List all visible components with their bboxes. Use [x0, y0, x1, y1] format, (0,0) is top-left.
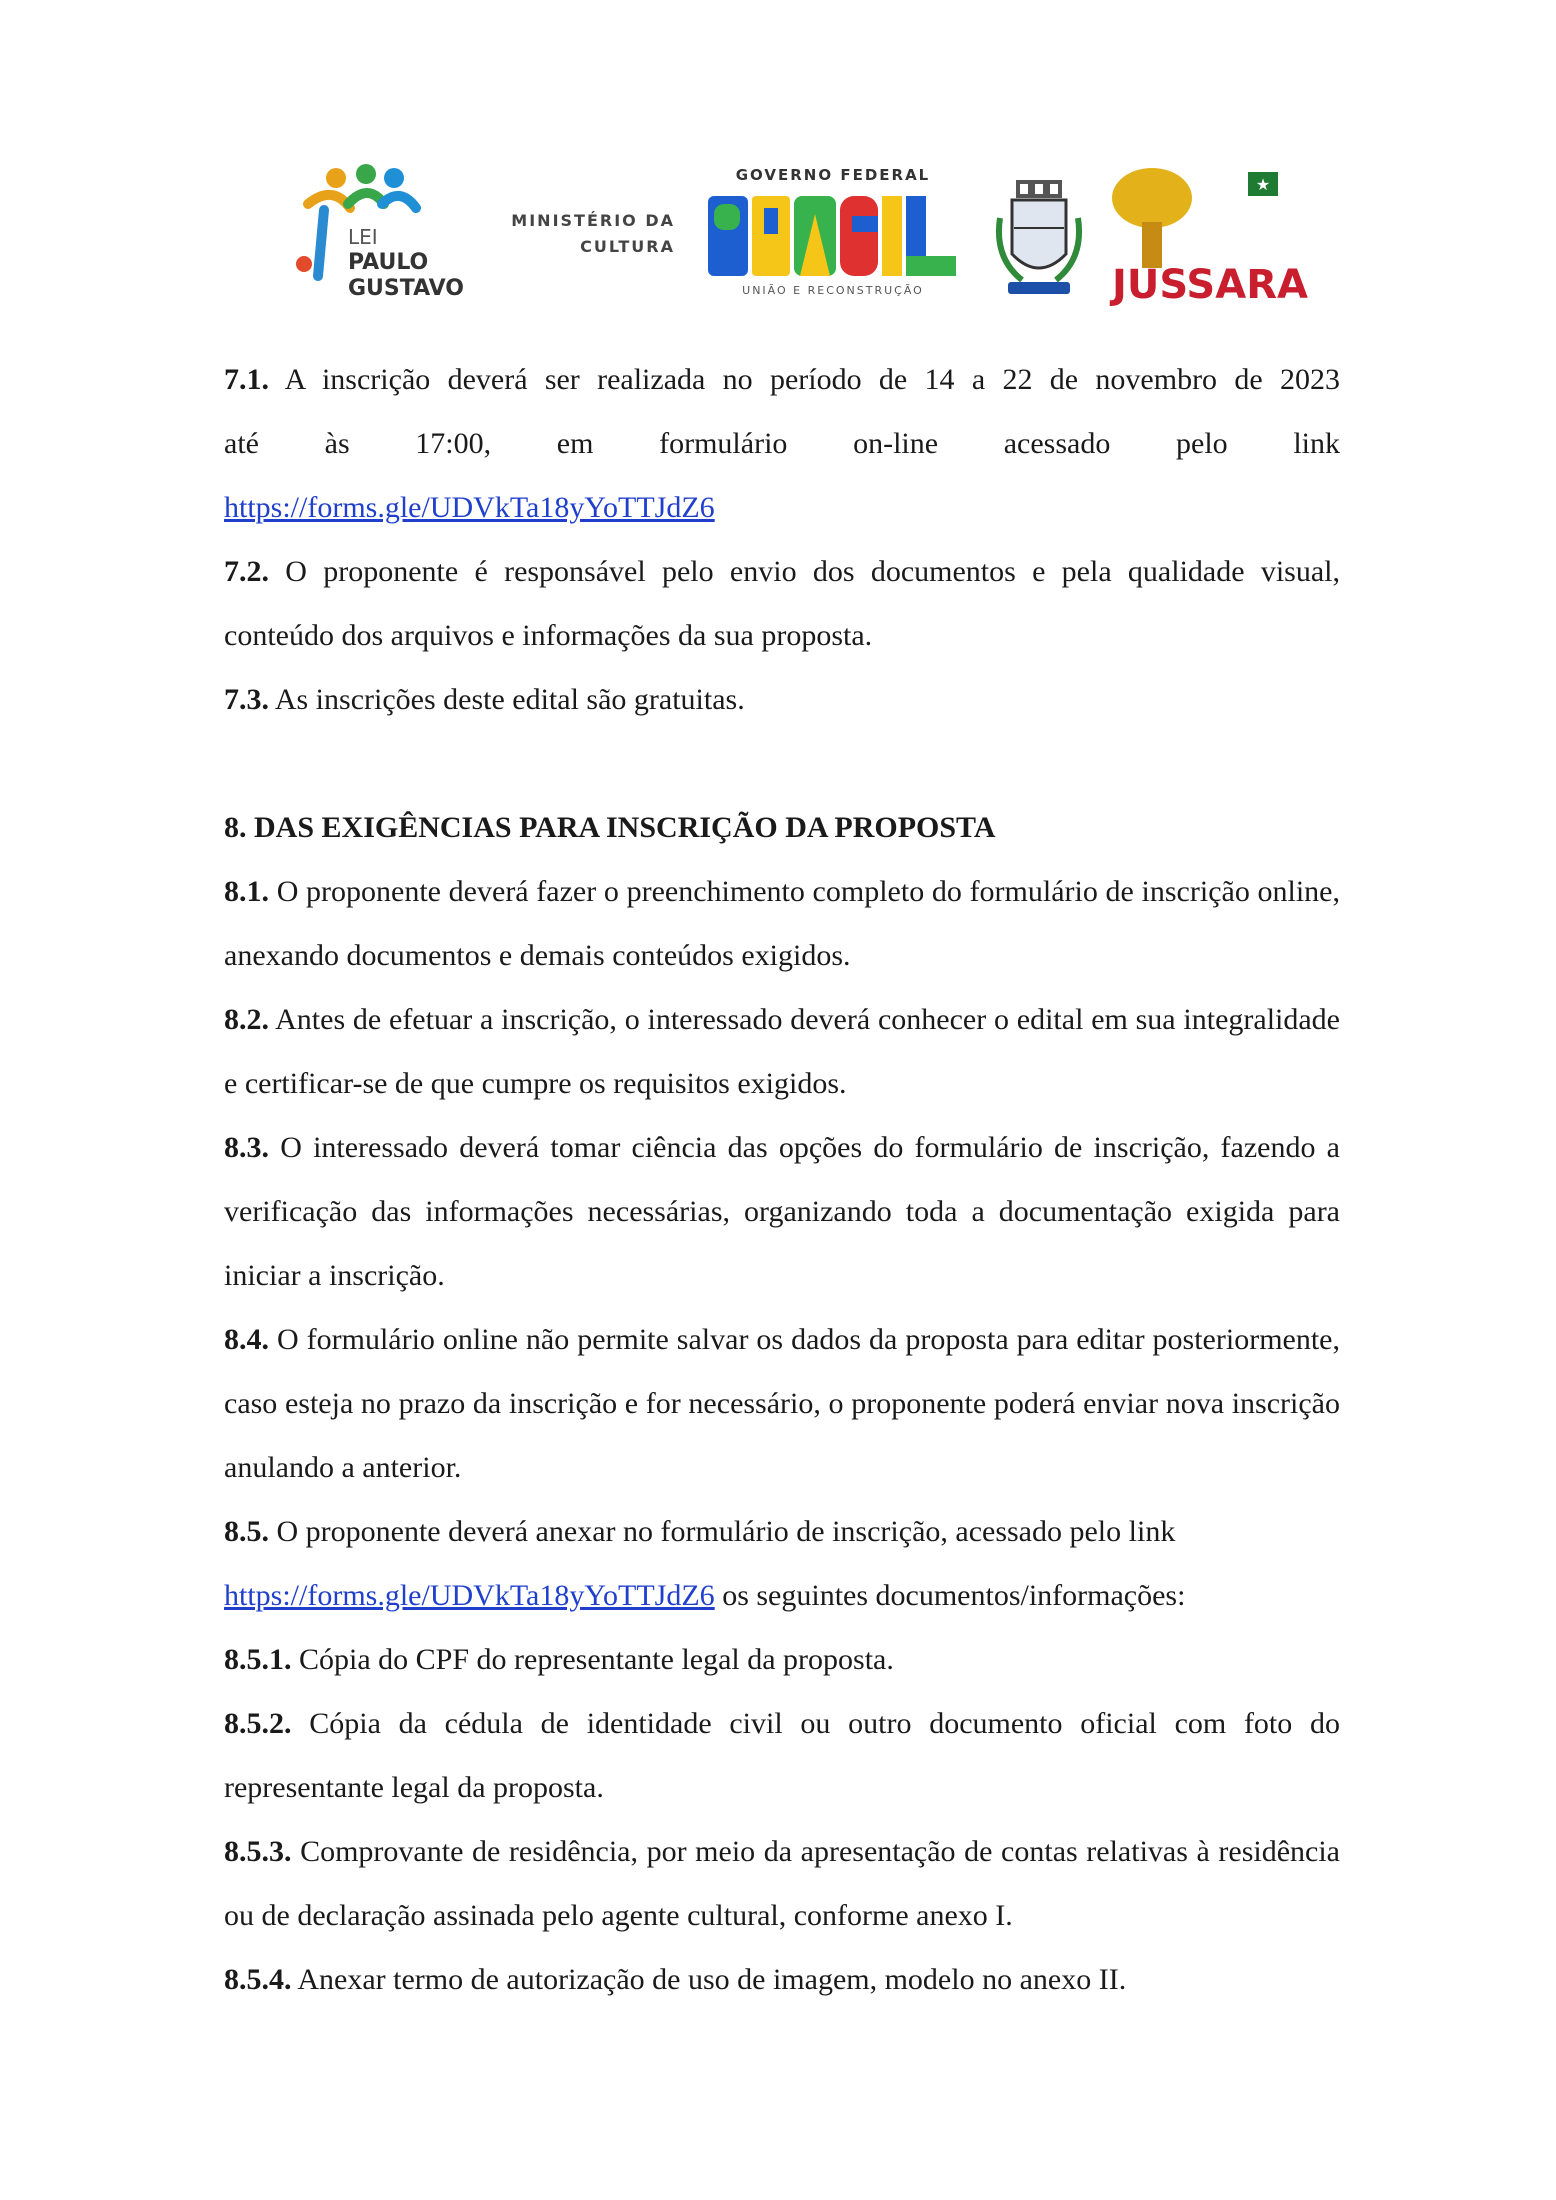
item-text: os seguintes documentos/informações: [714, 1579, 1186, 1612]
item-7-3 [224, 668, 1340, 732]
item-7-1-line2 [224, 412, 1340, 476]
form-link[interactable]: https://forms.gle/UDVkTa18yYoTTJdZ6 [224, 1579, 715, 1612]
item-text: O proponente é responsável pelo envio dos documentos e pela qualidade visual, conteúdo dos arquivos e informações da sua proposta. [224, 555, 1340, 652]
item-number: 8.4. [224, 1323, 269, 1356]
minc-line2: CULTURA [580, 237, 675, 256]
prefeitura-jussara-logo [1098, 162, 1310, 310]
item-8-3 [224, 1116, 1340, 1308]
page-header [280, 160, 1340, 310]
document-body [224, 348, 1340, 2012]
item-text: A inscrição deverá ser realizada no período de 14 a 22 de novembro de 2023 [269, 363, 1340, 396]
item-8-5-3 [224, 1820, 1340, 1948]
lei-paulo-gustavo-logo [288, 164, 478, 304]
item-text: As inscrições deste edital são gratuitas. [269, 683, 745, 716]
item-8-5-4 [224, 1948, 1340, 2012]
lpg-paulo: PAULO [348, 250, 429, 275]
form-link[interactable]: https://forms.gle/UDVkTa18yYoTTJdZ6 [224, 491, 715, 524]
item-number: 8.5.1. [224, 1643, 292, 1676]
item-number: 8.2. [224, 1003, 269, 1036]
minc-line1: MINISTÉRIO DA [511, 211, 675, 230]
item-7-1-link-line [224, 476, 1340, 540]
item-number: 7.1. [224, 363, 269, 396]
jussara-wordmark: JUSSARA [1112, 262, 1308, 308]
item-text: Anexar termo de autorização de uso de imagem, modelo no anexo II. [291, 1963, 1127, 1996]
lpg-lei: LEI [348, 225, 378, 249]
item-8-5 [224, 1500, 1340, 1564]
item-8-5-2 [224, 1692, 1340, 1820]
item-7-1-line1 [224, 348, 1340, 412]
item-number: 7.3. [224, 683, 269, 716]
item-text: Cópia da cédula de identidade civil ou outro documento oficial com foto do representante legal da proposta. [224, 1707, 1340, 1804]
item-number: 7.2. [224, 555, 269, 588]
item-text: O formulário online não permite salvar os dados da proposta para editar posteriormente, caso esteja no prazo da inscrição e for necessário, o proponente poderá enviar nova inscrição anulando a anterior. [224, 1323, 1340, 1484]
item-number: 8.3. [224, 1131, 269, 1164]
item-text: Antes de efetuar a inscrição, o interessado deverá conhecer o edital em sua integralidade e certificar-se de que cumpre os requisitos exigidos. [224, 1003, 1340, 1100]
municipal-coat-of-arms-icon [992, 178, 1086, 302]
item-8-2 [224, 988, 1340, 1116]
gov-top-text: GOVERNO FEDERAL [735, 166, 931, 184]
item-text: O proponente deverá anexar no formulário de inscrição, acessado pelo link [269, 1515, 1176, 1548]
section-8-title: 8. DAS EXIGÊNCIAS PARA INSCRIÇÃO DA PROPOSTA [224, 811, 996, 844]
item-number: 8.5.4. [224, 1963, 292, 1996]
item-8-4 [224, 1308, 1340, 1500]
item-number: 8.5.3. [224, 1835, 292, 1868]
lpg-gustavo: GUSTAVO [348, 276, 464, 301]
ministerio-cultura-logo [485, 208, 675, 278]
item-text: O proponente deverá fazer o preenchimento completo do formulário de inscrição online, anexando documentos e demais conteúdos exigidos. [224, 875, 1340, 972]
item-number: 8.1. [224, 875, 269, 908]
item-text: até às 17:00, em formulário on-line acessado pelo link [224, 427, 1340, 460]
governo-federal-logo [702, 166, 964, 306]
item-number: 8.5. [224, 1515, 269, 1548]
item-8-5-link-line [224, 1564, 1340, 1628]
item-7-2 [224, 540, 1340, 668]
gov-bottom-text: UNIÃO E RECONSTRUÇÃO [742, 284, 924, 297]
item-text: Cópia do CPF do representante legal da proposta. [291, 1643, 894, 1676]
item-8-5-1 [224, 1628, 1340, 1692]
item-8-1 [224, 860, 1340, 988]
svg-text:★: ★ [1255, 175, 1271, 194]
item-text: Comprovante de residência, por meio da apresentação de contas relativas à residência ou de declaração assinada pelo agente cultural, conforme anexo I. [224, 1835, 1340, 1932]
item-number: 8.5.2. [224, 1707, 292, 1740]
brasil-wordmark-icon [708, 194, 958, 278]
item-text: O interessado deverá tomar ciência das opções do formulário de inscrição, fazendo a verificação das informações necessárias, organizando toda a documentação exigida para iniciar a inscrição. [224, 1131, 1340, 1292]
